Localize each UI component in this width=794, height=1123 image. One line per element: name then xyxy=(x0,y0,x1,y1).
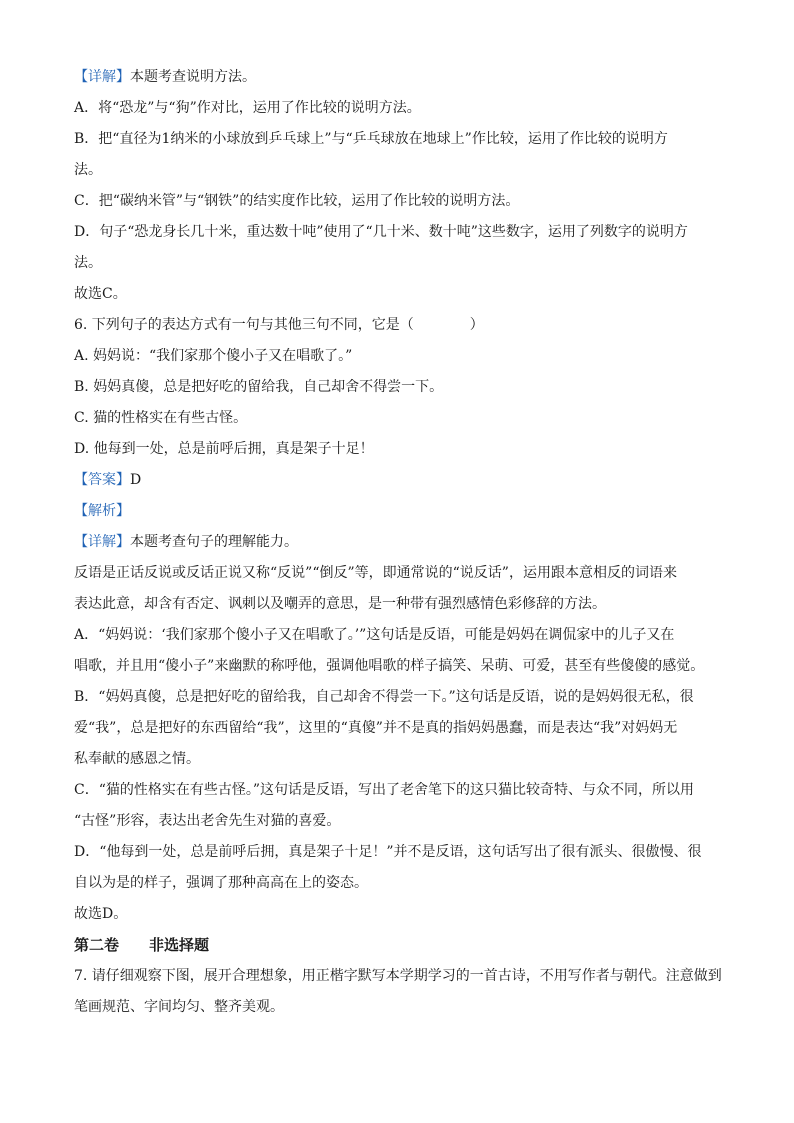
answer-tag: 【答案】 xyxy=(74,472,130,488)
explain-line: 自以为是的样子，强调了那种高高在上的姿态。 xyxy=(74,875,368,891)
question-6-stem: 6. 下列句子的表达方式有一句与其他三句不同，它是（ ） xyxy=(74,317,484,333)
explain-line: D．句子“恐龙身长几十米，重达数十吨”使用了“几十米、数十吨”这些数字，运用了列数字的说明方 xyxy=(74,224,688,240)
choice-conclusion: 故选D。 xyxy=(74,906,128,922)
analysis-line xyxy=(74,496,724,527)
explain-line: C．把“碳纳米管”与“钢铁”的结实度作比较，运用了作比较的说明方法。 xyxy=(74,193,520,209)
explain-line: 私奉献的感恩之情。 xyxy=(74,751,200,767)
explain-line: A．“妈妈说：‘我们家那个傻小子又在唱歌了。’”这句话是反语，可能是妈妈在调侃家中的儿子又在 xyxy=(74,627,675,643)
section-title: 第二卷 非选择题 xyxy=(74,936,210,954)
option-a: A. 妈妈说：“我们家那个傻小子又在唱歌了。” xyxy=(74,348,353,364)
choice-conclusion: 故选C。 xyxy=(74,286,127,302)
detail-heading xyxy=(74,527,724,558)
explain-line: C．“猫的性格实在有些古怪。”这句话是反语，写出了老舍笔下的这只猫比较奇特、与众不同，所以用 xyxy=(74,782,695,798)
explain-line: B．把“直径为1纳米的小球放到乒乓球上”与“乒乓球放在地球上”作比较，运用了作比较的说明方 xyxy=(74,131,668,147)
detail-heading xyxy=(74,62,724,93)
answer-line xyxy=(74,465,724,496)
explain-line: 爱“我”，总是把好的东西留给“我”，这里的“真傻”并不是真的指妈妈愚蠢，而是表达“我”对妈妈无 xyxy=(74,720,678,736)
detail-tag: 【详解】 xyxy=(74,69,130,85)
explain-line: 法。 xyxy=(74,162,102,178)
detail-tag: 【详解】 xyxy=(74,534,130,550)
explain-line: D．“他每到一处，总是前呼后拥，真是架子十足！”并不是反语，这句话写出了很有派头、很傲慢、很 xyxy=(74,844,702,860)
document-page xyxy=(74,62,724,1023)
explain-line: B．“妈妈真傻，总是把好吃的留给我，自己却舍不得尝一下。”这句话是反语，说的是妈妈很无私，很 xyxy=(74,689,694,705)
question-7-line: 笔画规范、字间均匀、整齐美观。 xyxy=(74,999,284,1015)
analysis-tag: 【解析】 xyxy=(74,503,130,519)
option-c: C. 猫的性格实在有些古怪。 xyxy=(74,410,248,426)
explain-line: “古怪”形容，表达出老舍先生对猫的喜爱。 xyxy=(74,813,341,829)
explain-line: 反语是正话反说或反话正说又称“反说”“倒反”等，即通常说的“说反话”，运用跟本意相反的词语来 xyxy=(74,565,677,581)
explain-line: 唱歌，并且用“傻小子”来幽默的称呼他，强调他唱歌的样子搞笑、呆萌、可爱，甚至有些傻傻的感觉。 xyxy=(74,658,705,674)
detail-text: 本题考查说明方法。 xyxy=(130,69,256,85)
question-7-line: 7. 请仔细观察下图，展开合理想象，用正楷字默写本学期学习的一首古诗，不用写作者与朝代。注意做到 xyxy=(74,968,722,984)
option-b: B. 妈妈真傻，总是把好吃的留给我，自己却舍不得尝一下。 xyxy=(74,379,444,395)
explain-line: 表达此意，却含有否定、讽刺以及嘲弄的意思，是一种带有强烈感情色彩修辞的方法。 xyxy=(74,596,606,612)
answer-value: D xyxy=(130,472,142,488)
explain-line: 法。 xyxy=(74,255,102,271)
explain-line: A．将“恐龙”与“狗”作对比，运用了作比较的说明方法。 xyxy=(74,100,421,116)
option-d: D. 他每到一处，总是前呼后拥，真是架子十足！ xyxy=(74,441,374,457)
detail-text: 本题考查句子的理解能力。 xyxy=(130,534,298,550)
